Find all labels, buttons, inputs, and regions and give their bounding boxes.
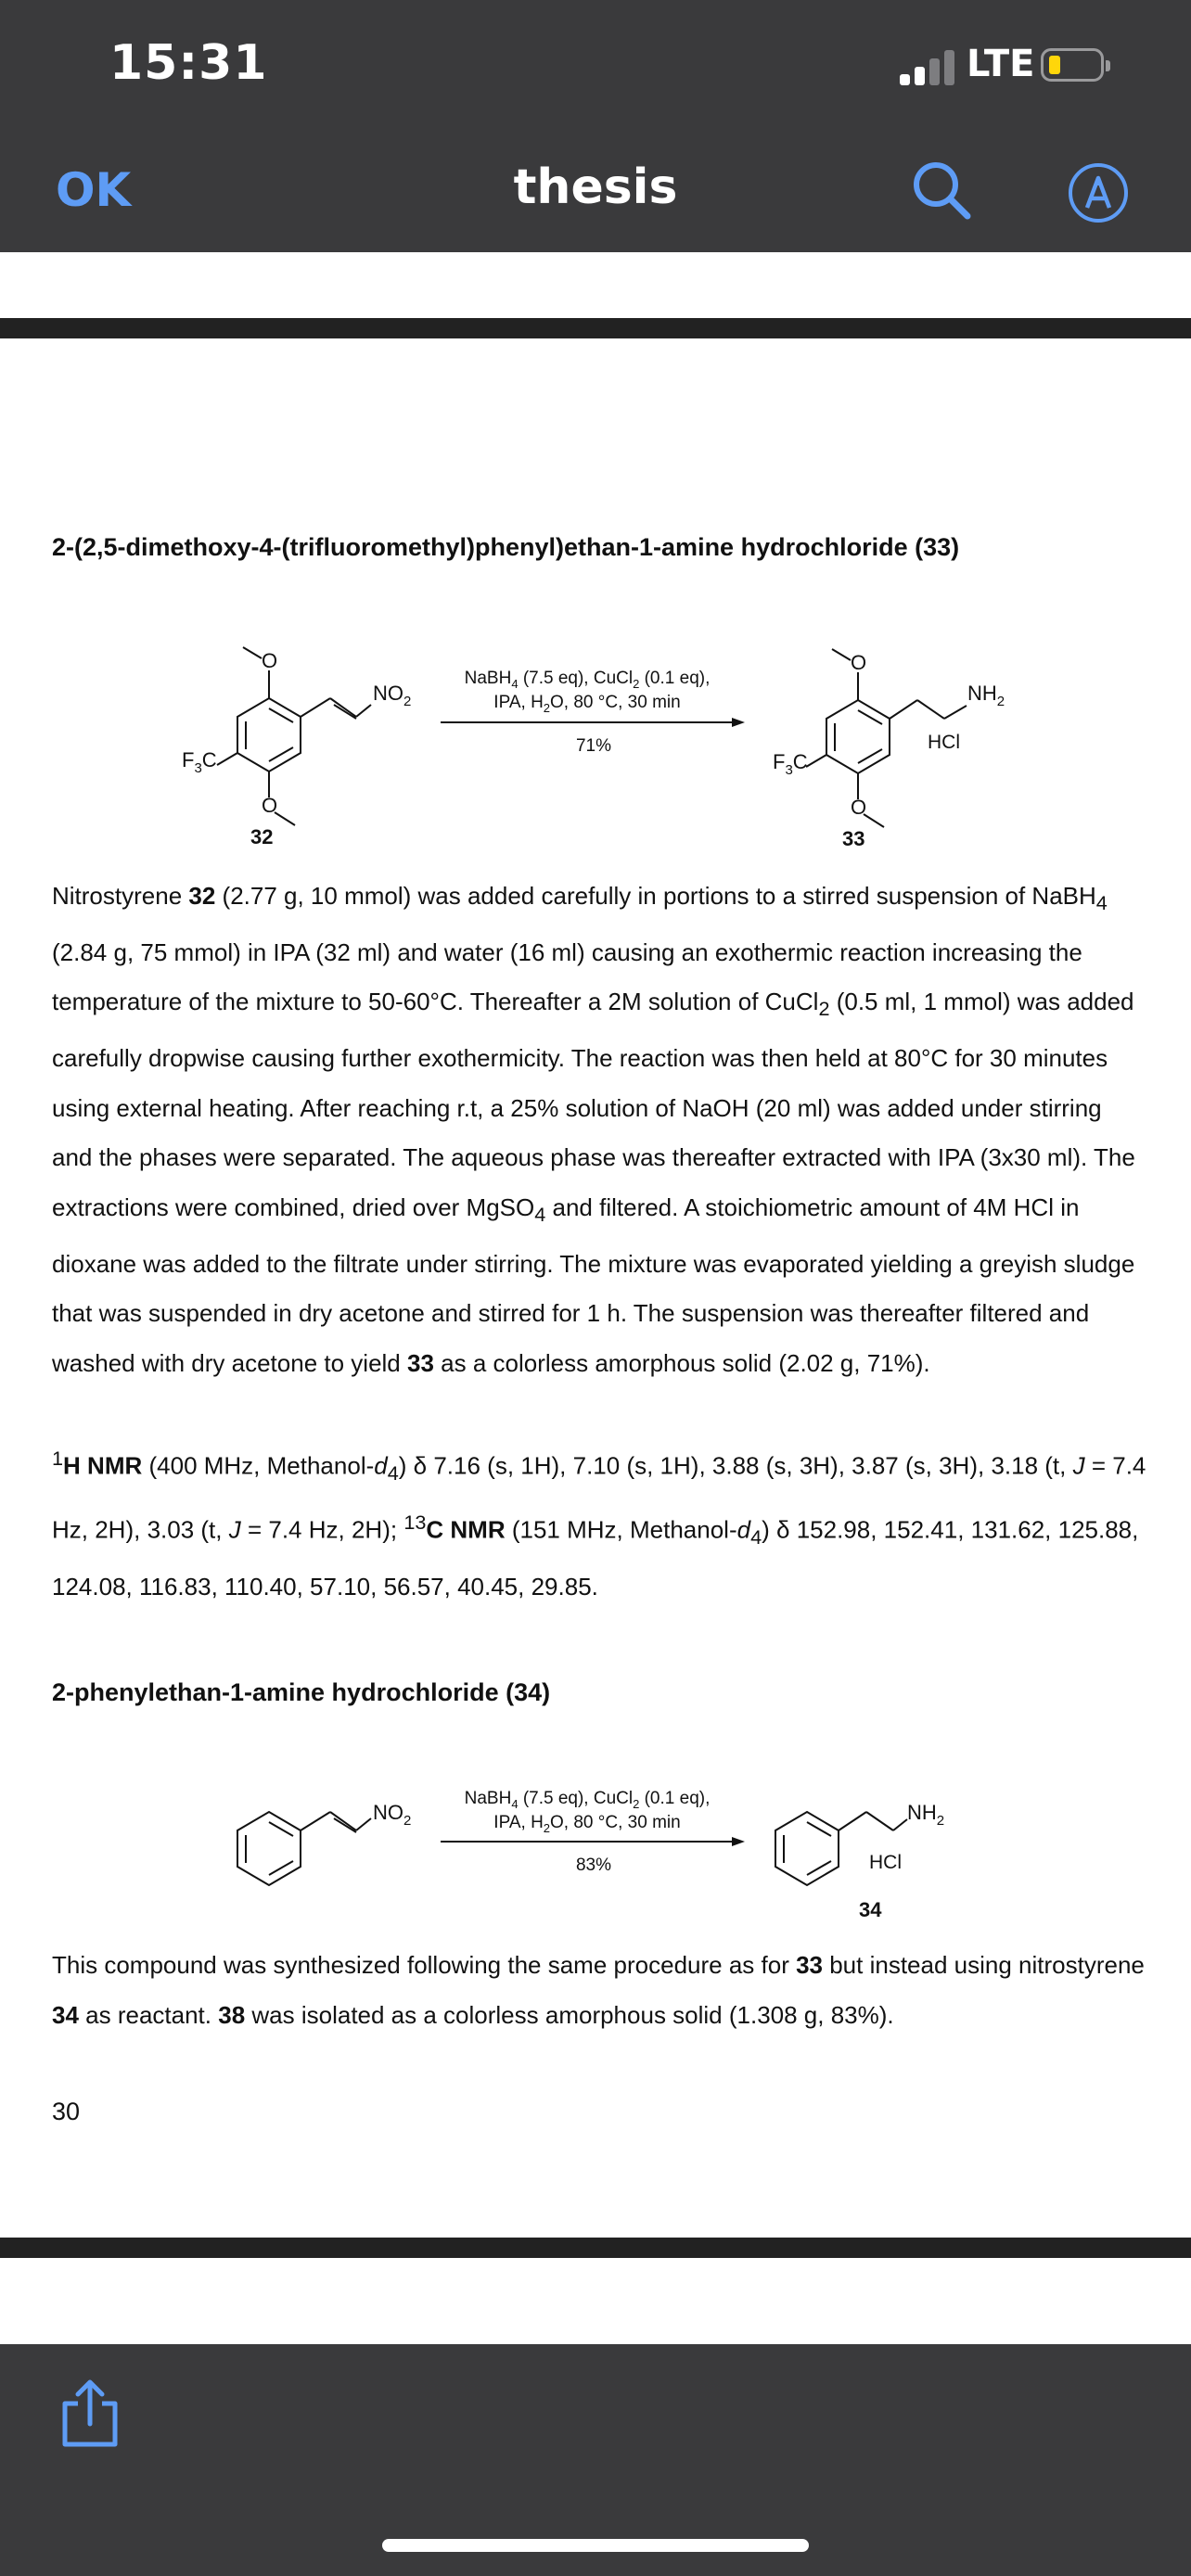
- battery-cap: [1106, 60, 1110, 71]
- yield-label-34: 83%: [575, 1855, 612, 1875]
- conditions-line-1: NaBH$_4$ (7.5 eq), CuCl$_2$ (0.1 eq),: [464, 669, 711, 691]
- hcl-salt-34: HCl: [869, 1852, 902, 1873]
- amine-group-34: $NH_2$: [907, 1801, 945, 1829]
- reaction-arrow: [441, 718, 745, 727]
- product-label-34: 34: [859, 1898, 882, 1921]
- reactant-32-structure: [217, 647, 371, 825]
- conditions-line-1-34: NaBH$_4$ (7.5 eq), CuCl$_2$ (0.1 eq),: [464, 1789, 711, 1811]
- reaction-scheme-34: [0, 1762, 1191, 1929]
- product-phenethylamine-structure: [775, 1812, 907, 1885]
- page-number: 30: [52, 2098, 81, 2125]
- procedure-paragraph-33: Nitrostyrene 32 (2.77 g, 10 mmol) was added carefully in portions to a stirred suspension of NaBH$_4$ (2.84 g, 75 mmol) in IPA (32 ml) and water (16 ml) causing an exothermic reaction increasing the temperature of the mixture to 50-60°C. Thereafter a 2M solution of CuCl$_2$ (0.5 ml, 1 mmol) was added carefully dropwise causing further exothermicity. The reaction was then held at 80°C for 30 minutes using external heating. After reaching r.t, a 25% solution of NaOH (20 ml) was added under stirring and the phases were separated. The aqueous phase was thereafter extracted with IPA (3x30 ml). The extractions were combined, dried over MgSO$_4$ and filtered. A stoichiometric amount of 4M HCl in dioxane was added to the filtrate under stirring. The mixture was evaporated yielding a greyish sludge that was suspended in dry acetone and stirred for 1 h. The suspension was thereafter filtered and washed with dry acetone to yield 33 as a colorless amorphous solid (2.02 g, 71%).: [52, 882, 1135, 1377]
- reactant-nitrostyrene-structure: [237, 1812, 371, 1885]
- cellular-signal-icon: [900, 48, 959, 85]
- share-icon[interactable]: [58, 2376, 122, 2450]
- page-separator-bottom: [0, 2238, 1191, 2258]
- document-title: thesis: [513, 159, 678, 215]
- battery-level: [1049, 56, 1060, 74]
- ok-button[interactable]: OK: [56, 163, 132, 217]
- nitro-group: $NO_2$: [373, 682, 412, 709]
- status-time: 15:31: [109, 35, 268, 91]
- section-heading-33: 2-(2,5-dimethoxy-4-(trifluoromethyl)phenyl)ethan-1-amine hydrochloride (33): [52, 533, 960, 561]
- ring-o-top: O: [262, 649, 278, 672]
- battery-icon: [1041, 48, 1104, 82]
- reactant-label-32: 32: [250, 825, 274, 848]
- conditions-line-2-34: IPA, $H_2O$, 80 °C, 30 min: [493, 1813, 681, 1835]
- network-type: LTE: [967, 43, 1035, 85]
- product-cf3-group: $F_3C$: [773, 750, 808, 778]
- cf3-group: $F_3C$: [182, 748, 217, 776]
- home-indicator: [382, 2539, 809, 2552]
- markup-pen-icon[interactable]: [1067, 161, 1130, 224]
- product-ring-o-bottom: O: [851, 796, 867, 819]
- nitro-group-34: $NO_2$: [373, 1801, 412, 1829]
- procedure-paragraph-34: This compound was synthesized following the same procedure as for 33 but instead using nitrostyrene 34 as reactant. 38 was isolated as a colorless amorphous solid (1.308 g, 83%).: [52, 1951, 1145, 2029]
- section-heading-34: 2-phenylethan-1-amine hydrochloride (34): [52, 1678, 551, 1706]
- amine-group: $NH_2$: [967, 682, 1005, 709]
- product-ring-o-top: O: [851, 651, 867, 674]
- conditions-line-2: IPA, $H_2O$, 80 °C, 30 min: [493, 693, 681, 715]
- page-separator-top: [0, 318, 1191, 338]
- product-label-33: 33: [842, 827, 865, 850]
- nmr-data-33: $^1$H NMR (400 MHz, Methanol-$d_4$) δ 7.16 (s, 1H), 7.10 (s, 1H), 3.88 (s, 3H), 3.87 (s, 3H), 3.18 (t, J = 7.4 Hz, 2H), 3.03 (t, J = 7.4 Hz, 2H); $^{13}$C NMR (151 MHz, Methanol-$d_4$) δ 152.98, 152.41, 131.62, 125.88, 124.08, 116.83, 110.40, 57.10, 56.57, 40.45, 29.85.: [52, 1447, 1146, 1600]
- reaction-scheme-33: [0, 631, 1191, 862]
- hcl-salt: HCl: [928, 732, 960, 753]
- search-icon[interactable]: [909, 158, 974, 223]
- ring-o-bottom: O: [262, 794, 278, 817]
- reaction-arrow-34: [441, 1837, 745, 1846]
- yield-label: 71%: [575, 736, 612, 756]
